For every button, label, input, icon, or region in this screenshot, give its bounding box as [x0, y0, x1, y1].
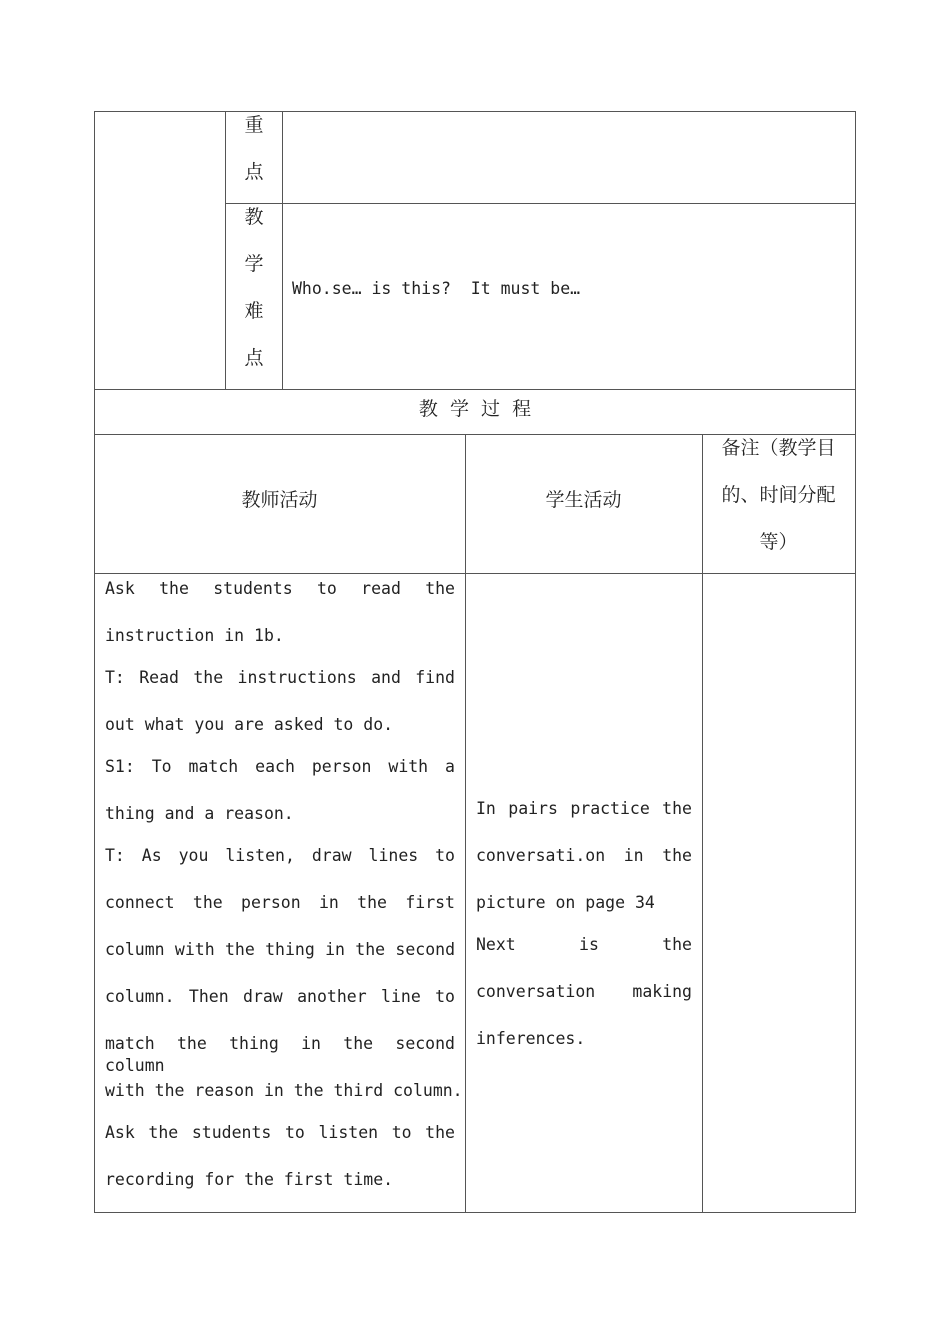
teacher-activity-line: T: As you listen, draw lines to	[105, 846, 455, 865]
difficult-points-char-4: 点	[244, 347, 264, 369]
table-border-top	[94, 111, 856, 112]
difficult-points-char-2: 学	[244, 253, 264, 275]
student-activity-line: conversati.on in the	[476, 846, 692, 865]
teaching-process-header: 教 学 过 程	[418, 398, 532, 420]
difficult-points-text: Who.se… is this? It must be…	[292, 279, 581, 298]
teacher-activity-content	[105, 578, 463, 1191]
row-divider-process	[94, 389, 856, 390]
student-activity-line: In pairs practice the	[476, 799, 692, 818]
teacher-activity-line: match the thing in the second column	[105, 1034, 455, 1075]
student-activity-header: 学生活动	[545, 489, 622, 511]
notes-header-line-3: 等）	[759, 531, 798, 553]
table-border-right	[855, 111, 856, 1213]
notes-header-line-1: 备注（教学目	[721, 437, 836, 459]
teacher-activity-line: thing and a reason.	[105, 804, 294, 823]
student-activity-content	[476, 798, 692, 1050]
col-divider-teacher-student	[465, 434, 466, 1213]
col-divider-label-right	[282, 111, 283, 390]
key-points-char-2: 点	[244, 161, 264, 183]
notes-header-line-2: 的、时间分配	[721, 484, 836, 506]
teacher-activity-line: column with the thing in the second	[105, 940, 455, 959]
teacher-activity-line: T: Read the instructions and find	[105, 668, 455, 687]
teacher-activity-line: instruction in 1b.	[105, 626, 284, 645]
teacher-activity-header: 教师活动	[241, 489, 318, 511]
difficult-points-char-3: 难	[244, 300, 264, 322]
row-divider-keypoints	[226, 203, 856, 204]
key-points-label	[226, 102, 282, 196]
teacher-activity-line: column. Then draw another line to	[105, 987, 455, 1006]
teacher-activity-line: S1: To match each person with a	[105, 757, 455, 776]
teacher-activity-line: with the reason in the third column.	[105, 1081, 463, 1100]
student-activity-line: inferences.	[476, 1029, 586, 1048]
teacher-activity-line: out what you are asked to do.	[105, 715, 394, 734]
difficult-points-char-1: 教	[244, 206, 264, 228]
difficult-points-label	[226, 194, 282, 382]
row-divider-content	[94, 573, 856, 574]
student-activity-line: conversation making	[476, 982, 692, 1001]
teacher-activity-line: Ask the students to read the	[105, 579, 455, 598]
student-activity-line: Next is the	[476, 935, 692, 954]
teacher-activity-line: recording for the first time.	[105, 1170, 394, 1189]
teacher-activity-line: connect the person in the first	[105, 893, 455, 912]
student-activity-line: picture on page 34	[476, 893, 655, 912]
table-border-left	[94, 111, 95, 1213]
teacher-activity-line: Ask the students to listen to the	[105, 1123, 455, 1142]
key-points-char-1: 重	[244, 114, 264, 136]
table-border-bottom	[94, 1212, 856, 1213]
notes-header	[702, 425, 855, 566]
